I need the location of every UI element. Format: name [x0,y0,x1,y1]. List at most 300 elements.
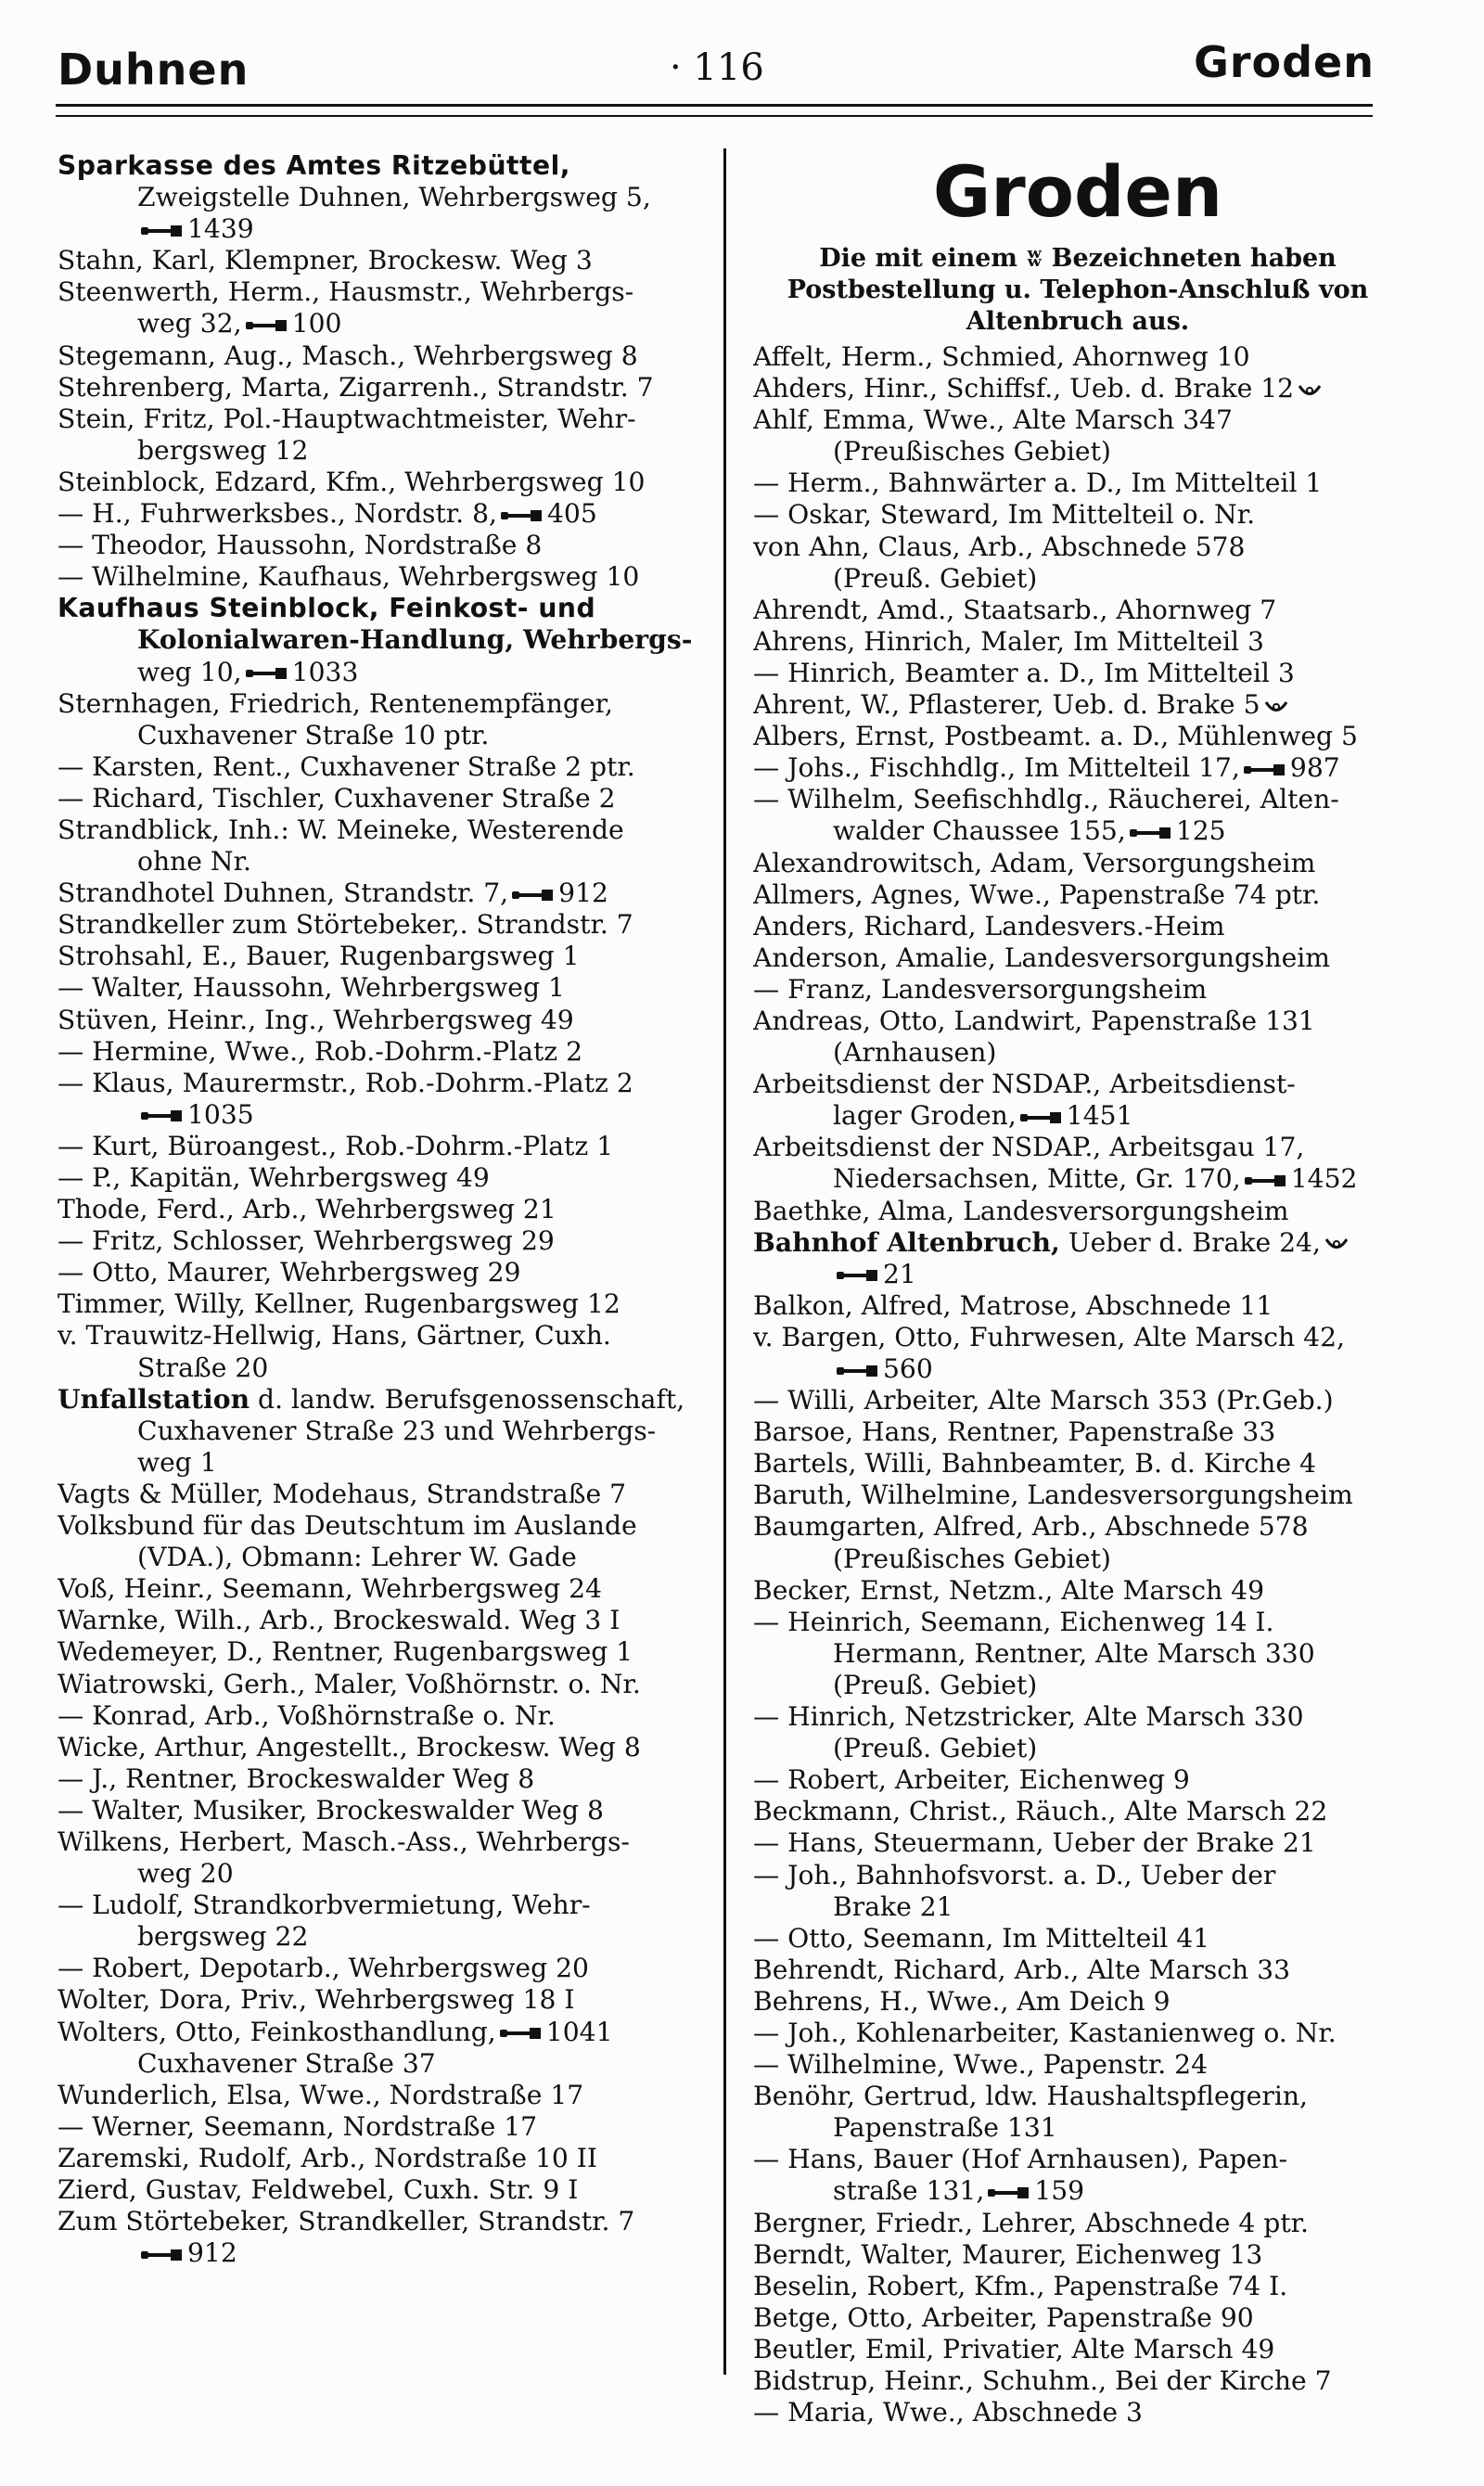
entry-line [58,2048,707,2080]
entry-line [753,1385,1402,1416]
entry-line [58,1605,707,1636]
entry-line [753,1132,1402,1163]
entry-line [753,1986,1402,2018]
entry-text: — Oskar, Steward, Im Mittelteil o. Nr. [753,499,1256,531]
entry-line [753,2239,1402,2271]
post-horn-icon [1264,699,1288,714]
entry-text: Zierd, Gustav, Feldwebel, Cuxh. Str. 9 I [58,2174,579,2205]
entry-text: Ahrendt, Amd., Staatsarb., Ahornweg 7 [753,594,1277,625]
entry-text: Strohsahl, E., Bauer, Rugenbargsweg 1 [58,941,580,972]
entry-text: — Herm., Bahnwärter a. D., Im Mittelteil 1 [753,468,1323,499]
left-column [58,150,707,2269]
entry-line [58,2143,707,2174]
entry-text: Baumgarten, Alfred, Arb., Abschnede 578 [753,1511,1309,1543]
entry-text: — Walter, Haussohn, Wehrbergsweg 1 [58,972,565,1004]
entry-text: Becker, Ernst, Netzm., Alte Marsch 49 [753,1574,1265,1606]
entry-text: Albers, Ernst, Postbeamt. a. D., Mühlenweg 5 [753,721,1358,752]
entry-text: Steinblock, Edzard, Kfm., Wehrbergsweg 10 [58,466,646,497]
entry-text: 1439 [187,213,254,245]
entry-line [753,2049,1402,2081]
entry-text: — Theodor, Haussohn, Nordstraße 8 [58,530,543,561]
telephone-icon [141,2249,182,2262]
entry-line [753,1480,1402,1511]
entry-line [58,150,707,182]
entry-text: Ahlf, Emma, Wwe., Alte Marsch 347 [753,404,1233,436]
entry-text: — Otto, Seemann, Im Mittelteil 41 [753,1922,1210,1954]
entry-line [58,1984,707,2016]
entry-line [753,1511,1402,1543]
entry-line [58,1225,707,1257]
telephone-number: 987 [1289,752,1340,784]
entry-text: Cuxhavener Straße 37 [137,2047,436,2079]
entry-line [753,2018,1402,2049]
entry-line [58,2206,707,2237]
entry-text: Wunderlich, Elsa, Wwe., Nordstraße 17 [58,2079,584,2110]
entry-line [58,2237,707,2269]
entry-text: Wedemeyer, D., Rentner, Rugenbargsweg 1 [58,1636,633,1668]
entry-text: — Hinrich, Beamter a. D., Im Mittelteil 3 [753,657,1295,688]
entry-line [753,563,1402,595]
entry-line [753,1227,1402,1259]
entry-line [753,1954,1402,1986]
entry-text: — Johs., Fischhdlg., Im Mittelteil 17, [753,752,1240,784]
entry-line [753,752,1402,784]
entry-text: Strandhotel Duhnen, Strandstr. 7, [58,878,509,909]
entry-text: Hermann, Rentner, Alte Marsch 330 [833,1637,1315,1669]
entry-text: Kolonialwaren-Handlung, Wehrbergs- [137,624,693,656]
entry-line [58,1447,707,1479]
entry-line [58,1288,707,1320]
entry-line [58,846,707,878]
running-header-right: Groden [1194,37,1375,87]
entry-text: Bidstrup, Heinr., Schuhm., Bei der Kirche 7 [753,2365,1332,2396]
section-title: Groden [932,150,1223,233]
entry-text: — Joh., Kohlenarbeiter, Kastanienweg o. Nr. [753,2017,1337,2048]
entry-line [753,2175,1402,2207]
entry-text: — Heinrich, Seemann, Eichenweg 14 I. [753,1606,1274,1637]
entry-text: — Joh., Bahnhofsvorst. a. D., Ueber der [753,1859,1276,1890]
telephone-icon [500,2027,541,2040]
entry-line [753,1163,1402,1195]
entry-line [753,2081,1402,2112]
telephone-number: 1452 [1290,1163,1358,1195]
entry-line [58,1921,707,1953]
entry-text: Strandblick, Inh.: W. Meineke, Westerende [58,814,624,845]
entry-line [753,2112,1402,2144]
column-divider [723,148,726,2375]
entry-line [753,1575,1402,1607]
entry-line [753,468,1402,499]
entry-text: walder Chaussee 155, [833,815,1126,847]
entry-text: Bahnhof Altenbruch, Ueber d. Brake 24, [753,1226,1321,1258]
entry-line [58,2017,707,2048]
entry-line [753,2144,1402,2175]
entry-text: weg 20 [137,1858,234,1890]
entry-line [753,689,1402,721]
entry-line [753,499,1402,531]
entry-line [753,879,1402,911]
telephone-number: 125 [1175,815,1226,847]
header-rule-top [56,104,1373,107]
entry-line [58,941,707,972]
entry-line [753,1544,1402,1575]
entry-line [753,1891,1402,1923]
entry-text: Betge, Otto, Arbeiter, Papenstraße 90 [753,2301,1254,2333]
entry-line [58,783,707,814]
entry-line [58,1953,707,1984]
entry-text: Ahrens, Hinrich, Maler, Im Mittelteil 3 [753,625,1264,657]
entry-text: Volksbund für das Deutschtum im Auslande [58,1510,637,1542]
entry-text: Balkon, Alfred, Matrose, Abschnede 11 [753,1289,1273,1321]
entry-text: weg 32, [137,308,242,340]
entry-line [58,498,707,530]
entry-line [753,1416,1402,1448]
entry-text: Stein, Fritz, Pol.-Hauptwachtmeister, Wehr- [58,403,636,434]
entry-line [58,593,707,624]
entry-text: — Maria, Wwe., Abschnede 3 [753,2397,1143,2428]
entry-text: (Preuß. Gebiet) [833,562,1038,594]
telephone-icon [246,319,287,332]
telephone-number: 1033 [291,656,359,687]
entry-text: — Werner, Seemann, Nordstraße 17 [58,2110,538,2142]
entry-text: — Franz, Landesversorgungsheim [753,973,1208,1005]
entry-text: v. Bargen, Otto, Fuhrwesen, Alte Marsch 42, [753,1321,1345,1352]
entry-text: Affelt, Herm., Schmied, Ahornweg 10 [753,341,1250,372]
entry-text: — Karsten, Rent., Cuxhavener Straße 2 ptr. [58,750,635,782]
right-entries [753,341,1402,2428]
entry-text: Bergner, Friedr., Lehrer, Abschnede 4 ptr. [753,2207,1310,2238]
page-number: · 116 [670,46,764,89]
entry-line [58,1320,707,1352]
post-horn-icon [1298,383,1322,398]
entry-text: ohne Nr. [137,846,251,878]
entry-text: Kaufhaus Steinblock, Feinkost- und [58,593,596,624]
entry-line [58,467,707,498]
entry-line [753,1196,1402,1227]
entry-line [753,2302,1402,2334]
telephone-icon [837,1269,877,1282]
entry-line [58,1479,707,1510]
entry-line [753,1100,1402,1132]
telephone-icon [501,509,542,522]
entry-line [58,1732,707,1763]
entry-line [753,532,1402,563]
entry-line [753,1290,1402,1322]
entry-text: Stegemann, Aug., Masch., Wehrbergsweg 8 [58,340,638,371]
entry-line [753,436,1402,468]
post-horn-icon [1324,1237,1349,1251]
entry-line [753,974,1402,1006]
entry-text: — Hermine, Wwe., Rob.-Dohrm.-Platz 2 [58,1035,583,1067]
entry-text: Ahrent, W., Pflasterer, Ueb. d. Brake 5 [753,689,1260,721]
entry-line [58,561,707,593]
entry-text: Steenwerth, Herm., Hausmstr., Wehrbergs- [58,276,634,308]
entry-line [58,1005,707,1036]
entry-line [58,2174,707,2206]
entry-text: Zum Störtebeker, Strandkeller, Strandstr. 7 [58,2206,635,2237]
entry-line [58,972,707,1004]
entry-text: — Richard, Tischler, Cuxhavener Straße 2 [58,782,616,814]
entry-line [58,1036,707,1068]
entry-line [753,942,1402,974]
entry-text: — P., Kapitän, Wehrbergsweg 49 [58,1162,490,1193]
entry-line [753,1607,1402,1638]
right-column [753,150,1402,2428]
entry-text: (Preuß. Gebiet) [833,1733,1038,1764]
entry-line [753,595,1402,626]
entry-line [753,1923,1402,1954]
entry-line [58,1573,707,1605]
entry-text: Voß, Heinr., Seemann, Wehrbergsweg 24 [58,1573,602,1605]
entry-text: Stehrenberg, Marta, Zigarrenh., Strandstr. 7 [58,371,654,403]
entry-text: weg 1 [137,1446,217,1478]
entry-line [58,404,707,435]
entry-line [58,1510,707,1542]
entry-line [753,1448,1402,1480]
entry-text: Ahders, Hinr., Schiffsf., Ueb. d. Brake 12 [753,373,1295,404]
entry-line [753,1670,1402,1701]
entry-line [753,721,1402,752]
entry-line [753,1069,1402,1100]
entry-text: 912 [187,2237,237,2269]
running-header-left: Duhnen [58,45,249,95]
entry-text: Arbeitsdienst der NSDAP., Arbeitsdienst- [753,1069,1296,1100]
entry-line [58,1700,707,1732]
entry-text: — J., Rentner, Brockeswalder Weg 8 [58,1762,535,1794]
entry-line [58,1858,707,1890]
entry-text: — Robert, Depotarb., Wehrbergsweg 20 [58,1953,589,1984]
entry-line [753,848,1402,879]
entry-text: (Preußisches Gebiet) [833,1543,1111,1574]
entry-text: — Kurt, Büroangest., Rob.-Dohrm.-Platz 1 [58,1130,614,1161]
entry-text: Wolter, Dora, Priv., Wehrbergsweg 18 I [58,1984,575,2016]
entry-line [58,308,707,340]
entry-line [753,1701,1402,1733]
entry-line [58,1131,707,1162]
telephone-icon [246,667,287,680]
entry-line [753,1733,1402,1764]
entry-text: Anderson, Amalie, Landesversorgungsheim [753,942,1331,973]
telephone-number: 1041 [545,2016,613,2047]
entry-text: Allmers, Agnes, Wwe., Papenstraße 74 ptr. [753,878,1321,910]
entry-text: Sparkasse des Amtes Ritzebüttel, [58,150,570,181]
entry-text: Timmer, Willy, Kellner, Rugenbargsweg 12 [58,1288,620,1320]
entry-text: — Klaus, Maurermstr., Rob.-Dohrm.-Platz 2 [58,1067,633,1098]
entry-line [753,2334,1402,2365]
entry-line [753,373,1402,404]
entry-text: Zweigstelle Duhnen, Wehrbergsweg 5, [137,182,651,213]
entry-text: Zaremski, Rudolf, Arb., Nordstraße 10 II [58,2142,598,2173]
entry-line [58,1636,707,1668]
entry-line [58,909,707,941]
entry-text: lager Groden, [833,1100,1017,1132]
entry-text: weg 10, [137,656,242,687]
entry-line [58,213,707,245]
telephone-number: 100 [291,308,342,340]
entry-line [58,751,707,783]
entry-line [58,276,707,308]
entry-line [753,1827,1402,1859]
entry-text: Baethke, Alma, Landesversorgungsheim [753,1195,1289,1226]
entry-text: Wilkens, Herbert, Masch.-Ass., Wehrbergs- [58,1826,630,1857]
entry-text: Beutler, Emil, Privatier, Alte Marsch 49 [753,2333,1275,2364]
entry-line [58,1416,707,1447]
telephone-icon [1244,763,1285,776]
telephone-icon [988,2186,1029,2199]
entry-line [58,624,707,656]
entry-line [58,2080,707,2111]
entry-text: Unfallstation d. landw. Berufsgenossenschaft, [58,1383,685,1415]
entry-text: bergsweg 12 [137,434,309,466]
entry-text: — Hans, Steuermann, Ueber der Brake 21 [753,1827,1316,1859]
entry-line [58,878,707,909]
telephone-number: 405 [546,498,597,530]
entry-text: Wiatrowski, Gerh., Maler, Voßhörnstr. o. Nr. [58,1668,641,1699]
entry-text: — Otto, Maurer, Wehrbergsweg 29 [58,1257,521,1288]
entry-text: Wolters, Otto, Feinkosthandlung, [58,2016,496,2047]
entry-line [58,1162,707,1194]
telephone-icon [141,1109,182,1122]
entry-text: — Ludolf, Strandkorbvermietung, Wehr- [58,1890,591,1921]
telephone-icon [1130,827,1171,839]
entry-text: (Preuß. Gebiet) [833,1669,1038,1700]
entry-line [58,1257,707,1288]
telephone-number: 1451 [1066,1100,1133,1132]
entry-line [753,626,1402,658]
entry-line [58,1068,707,1099]
entry-text: Brake 21 [833,1890,953,1922]
entry-line [58,1795,707,1826]
entry-text: Vagts & Müller, Modehaus, Strandstraße 7 [58,1478,627,1509]
entry-line [58,1542,707,1573]
entry-line [753,784,1402,815]
entry-line [58,814,707,846]
entry-line [753,1037,1402,1069]
entry-line [58,1384,707,1416]
entry-line [58,1099,707,1131]
entry-text: Sternhagen, Friedrich, Rentenempfänger, [58,687,613,719]
entry-text: Strandkeller zum Störtebeker,. Strandstr. 7 [58,909,633,941]
telephone-icon [1020,1111,1061,1124]
entry-text: — Wilhelmine, Wwe., Papenstr. 24 [753,2049,1209,2081]
entry-text: Beckmann, Christ., Räuch., Alte Marsch 22 [753,1796,1328,1827]
entry-line [58,435,707,467]
entry-text: — Wilhelm, Seefischhdlg., Räucherei, Alten- [753,784,1339,815]
entry-line [753,2397,1402,2428]
entry-line [58,2111,707,2143]
entry-line [753,1860,1402,1891]
entry-text: Niedersachsen, Mitte, Gr. 170, [833,1163,1241,1195]
entry-line [753,404,1402,436]
entry-line [58,720,707,751]
header-rule-bottom [56,115,1373,117]
telephone-number: 912 [558,878,608,909]
telephone-icon [1245,1174,1286,1187]
entry-text: Berndt, Walter, Maurer, Eichenweg 13 [753,2238,1263,2270]
entry-text: Behrendt, Richard, Arb., Alte Marsch 33 [753,1954,1291,1985]
entry-text: Andreas, Otto, Landwirt, Papenstraße 131 [753,1005,1315,1036]
entry-text: — Walter, Musiker, Brockeswalder Weg 8 [58,1794,604,1826]
entry-text: Cuxhavener Straße 23 und Wehrbergs- [137,1415,657,1446]
telephone-number: 159 [1034,2175,1085,2207]
entry-line [753,911,1402,942]
entry-line [58,1194,707,1225]
telephone-icon [141,224,182,237]
entry-line [753,1353,1402,1385]
entry-text: 21 [883,1258,916,1289]
entry-text: Anders, Richard, Landesvers.-Heim [753,910,1225,942]
entry-text: Cuxhavener Straße 10 ptr. [137,719,490,750]
entry-line [753,2365,1402,2397]
entry-line [58,657,707,688]
entry-text: bergsweg 22 [137,1921,309,1953]
entry-text: Stüven, Heinr., Ing., Wehrbergsweg 49 [58,1004,574,1035]
entry-text: Beselin, Robert, Kfm., Papenstraße 74 I. [753,2270,1288,2301]
section-note: Die mit einem ʬ Bezeichneten haben Postbestellung u. Telephon-Anschluß von Altenbruch aus. [787,244,1369,336]
entry-line [58,1763,707,1795]
telephone-icon [837,1365,877,1378]
entry-line [58,1826,707,1858]
entry-text: Alexandrowitsch, Adam, Versorgungsheim [753,847,1316,878]
entry-line [58,372,707,404]
entry-text: (VDA.), Obmann: Lehrer W. Gade [137,1542,577,1573]
entry-text: Straße 20 [137,1352,269,1383]
entry-line [753,341,1402,373]
entry-line [753,2208,1402,2239]
entry-line [753,1796,1402,1827]
entry-line [58,1352,707,1384]
entry-text: — Hinrich, Netzstricker, Alte Marsch 330 [753,1701,1304,1733]
entry-text: straße 131, [833,2175,985,2207]
entry-text: — Wilhelmine, Kaufhaus, Wehrbergsweg 10 [58,561,640,593]
entry-text: Barsoe, Hans, Rentner, Papenstraße 33 [753,1416,1276,1448]
entry-line [58,688,707,720]
entry-line [58,182,707,213]
entry-line [753,1764,1402,1796]
entry-line [753,1638,1402,1670]
entry-text: — Fritz, Schlosser, Wehrbergsweg 29 [58,1225,555,1257]
entry-text: Arbeitsdienst der NSDAP., Arbeitsgau 17, [753,1132,1305,1163]
entry-text: Baruth, Wilhelmine, Landesversorgungsheim [753,1480,1353,1511]
entry-text: Wicke, Arthur, Angestellt., Brockesw. Weg 8 [58,1731,641,1762]
entry-text: (Preußisches Gebiet) [833,436,1111,468]
entry-text: — Robert, Arbeiter, Eichenweg 9 [753,1764,1190,1796]
entry-line [58,530,707,561]
entry-text: Behrens, H., Wwe., Am Deich 9 [753,1985,1171,2017]
entry-text: 560 [883,1353,933,1384]
entry-text: (Arnhausen) [833,1037,997,1069]
entry-line [753,815,1402,847]
entry-text: Stahn, Karl, Klempner, Brockesw. Weg 3 [58,245,593,276]
entry-text: — Willi, Arbeiter, Alte Marsch 353 (Pr.Geb.) [753,1385,1334,1416]
entry-line [58,340,707,372]
entry-text: Bartels, Willi, Bahnbeamter, B. d. Kirche 4 [753,1448,1316,1480]
entry-line [753,2271,1402,2302]
entry-text: 1035 [187,1098,254,1130]
entry-text: Benöhr, Gertrud, ldw. Haushaltspflegerin, [753,2081,1308,2112]
entry-text: Warnke, Wilh., Arb., Brockeswald. Weg 3 I [58,1605,620,1636]
entry-text: Thode, Ferd., Arb., Wehrbergsweg 21 [58,1194,556,1225]
entry-text: — Konrad, Arb., Voßhörnstraße o. Nr. [58,1699,556,1731]
entry-line [58,1890,707,1921]
entry-line [58,245,707,276]
entry-line [753,658,1402,689]
entry-text: Papenstraße 131 [833,2112,1057,2144]
entry-line [58,1669,707,1700]
entry-text: v. Trauwitz-Hellwig, Hans, Gärtner, Cuxh. [58,1320,611,1352]
entry-text: — Hans, Bauer (Hof Arnhausen), Papen- [753,2144,1288,2175]
entry-line [753,1259,1402,1290]
